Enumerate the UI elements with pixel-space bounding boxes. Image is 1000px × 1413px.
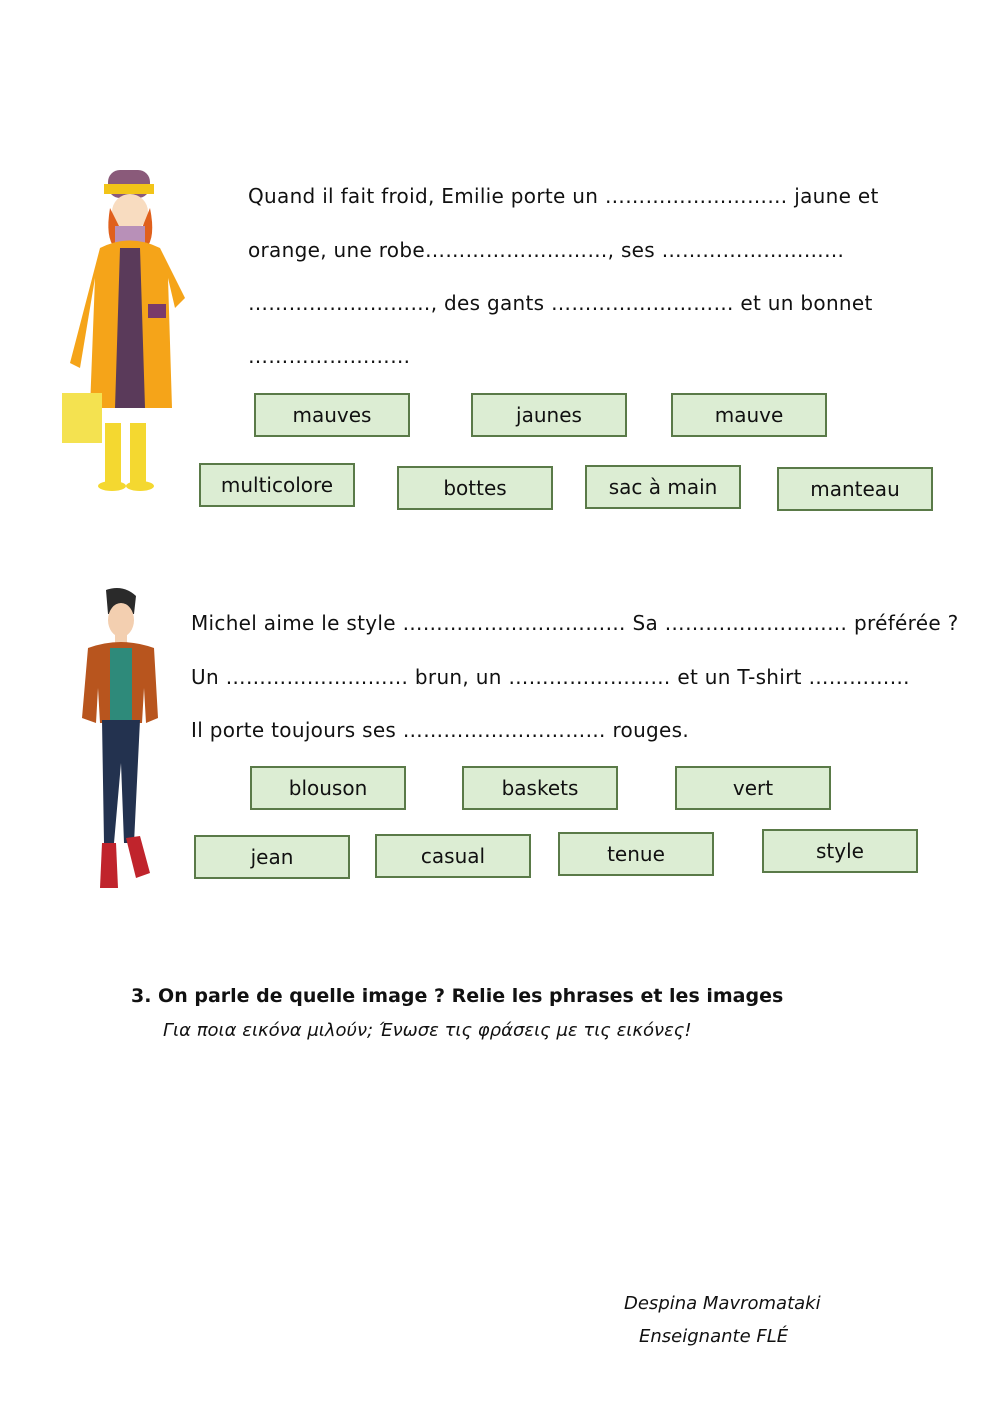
word-chip-tenue[interactable]: tenue [558, 832, 714, 876]
word-chip-sac-a-main[interactable]: sac à main [585, 465, 741, 509]
man-casual-illustration [68, 588, 163, 893]
word-chip-jean[interactable]: jean [194, 835, 350, 879]
word-chip-vert[interactable]: vert [675, 766, 831, 810]
word-chip-multicolore[interactable]: multicolore [199, 463, 355, 507]
woman-winter-illustration [60, 168, 190, 493]
michel-line-3: Il porte toujours ses ………………………… rouges. [191, 718, 690, 742]
word-chip-jaunes[interactable]: jaunes [471, 393, 627, 437]
word-chip-manteau[interactable]: manteau [777, 467, 933, 511]
word-chip-baskets[interactable]: baskets [462, 766, 618, 810]
word-chip-mauves[interactable]: mauves [254, 393, 410, 437]
section-3-greek-instruction: Για ποια εικόνα μιλούν; Ένωσε τις φράσεις με τις εικόνες! [163, 1020, 692, 1041]
section-3-heading: 3. On parle de quelle image ? Relie les phrases et les images [131, 985, 784, 1007]
emilie-line-1: Quand il fait froid, Emilie porte un ……………………… jaune et [248, 184, 879, 208]
author-title: Enseignante FLÉ [639, 1326, 789, 1347]
word-chip-casual[interactable]: casual [375, 834, 531, 878]
word-chip-blouson[interactable]: blouson [250, 766, 406, 810]
emilie-line-2: orange, une robe………………………, ses ……………………… [248, 238, 845, 262]
emilie-line-3: ………………………, des gants ……………………… et un bonnet [248, 291, 873, 315]
michel-line-1: Michel aime le style …………………………… Sa ……………………… préférée ? [191, 611, 959, 635]
word-chip-style[interactable]: style [762, 829, 918, 873]
word-chip-mauve[interactable]: mauve [671, 393, 827, 437]
michel-line-2: Un ……………………… brun, un …………………… et un T-shirt …………… [191, 665, 910, 689]
word-chip-bottes[interactable]: bottes [397, 466, 553, 510]
emilie-line-4: …………………… [248, 344, 411, 368]
author-name: Despina Mavromataki [624, 1293, 821, 1314]
